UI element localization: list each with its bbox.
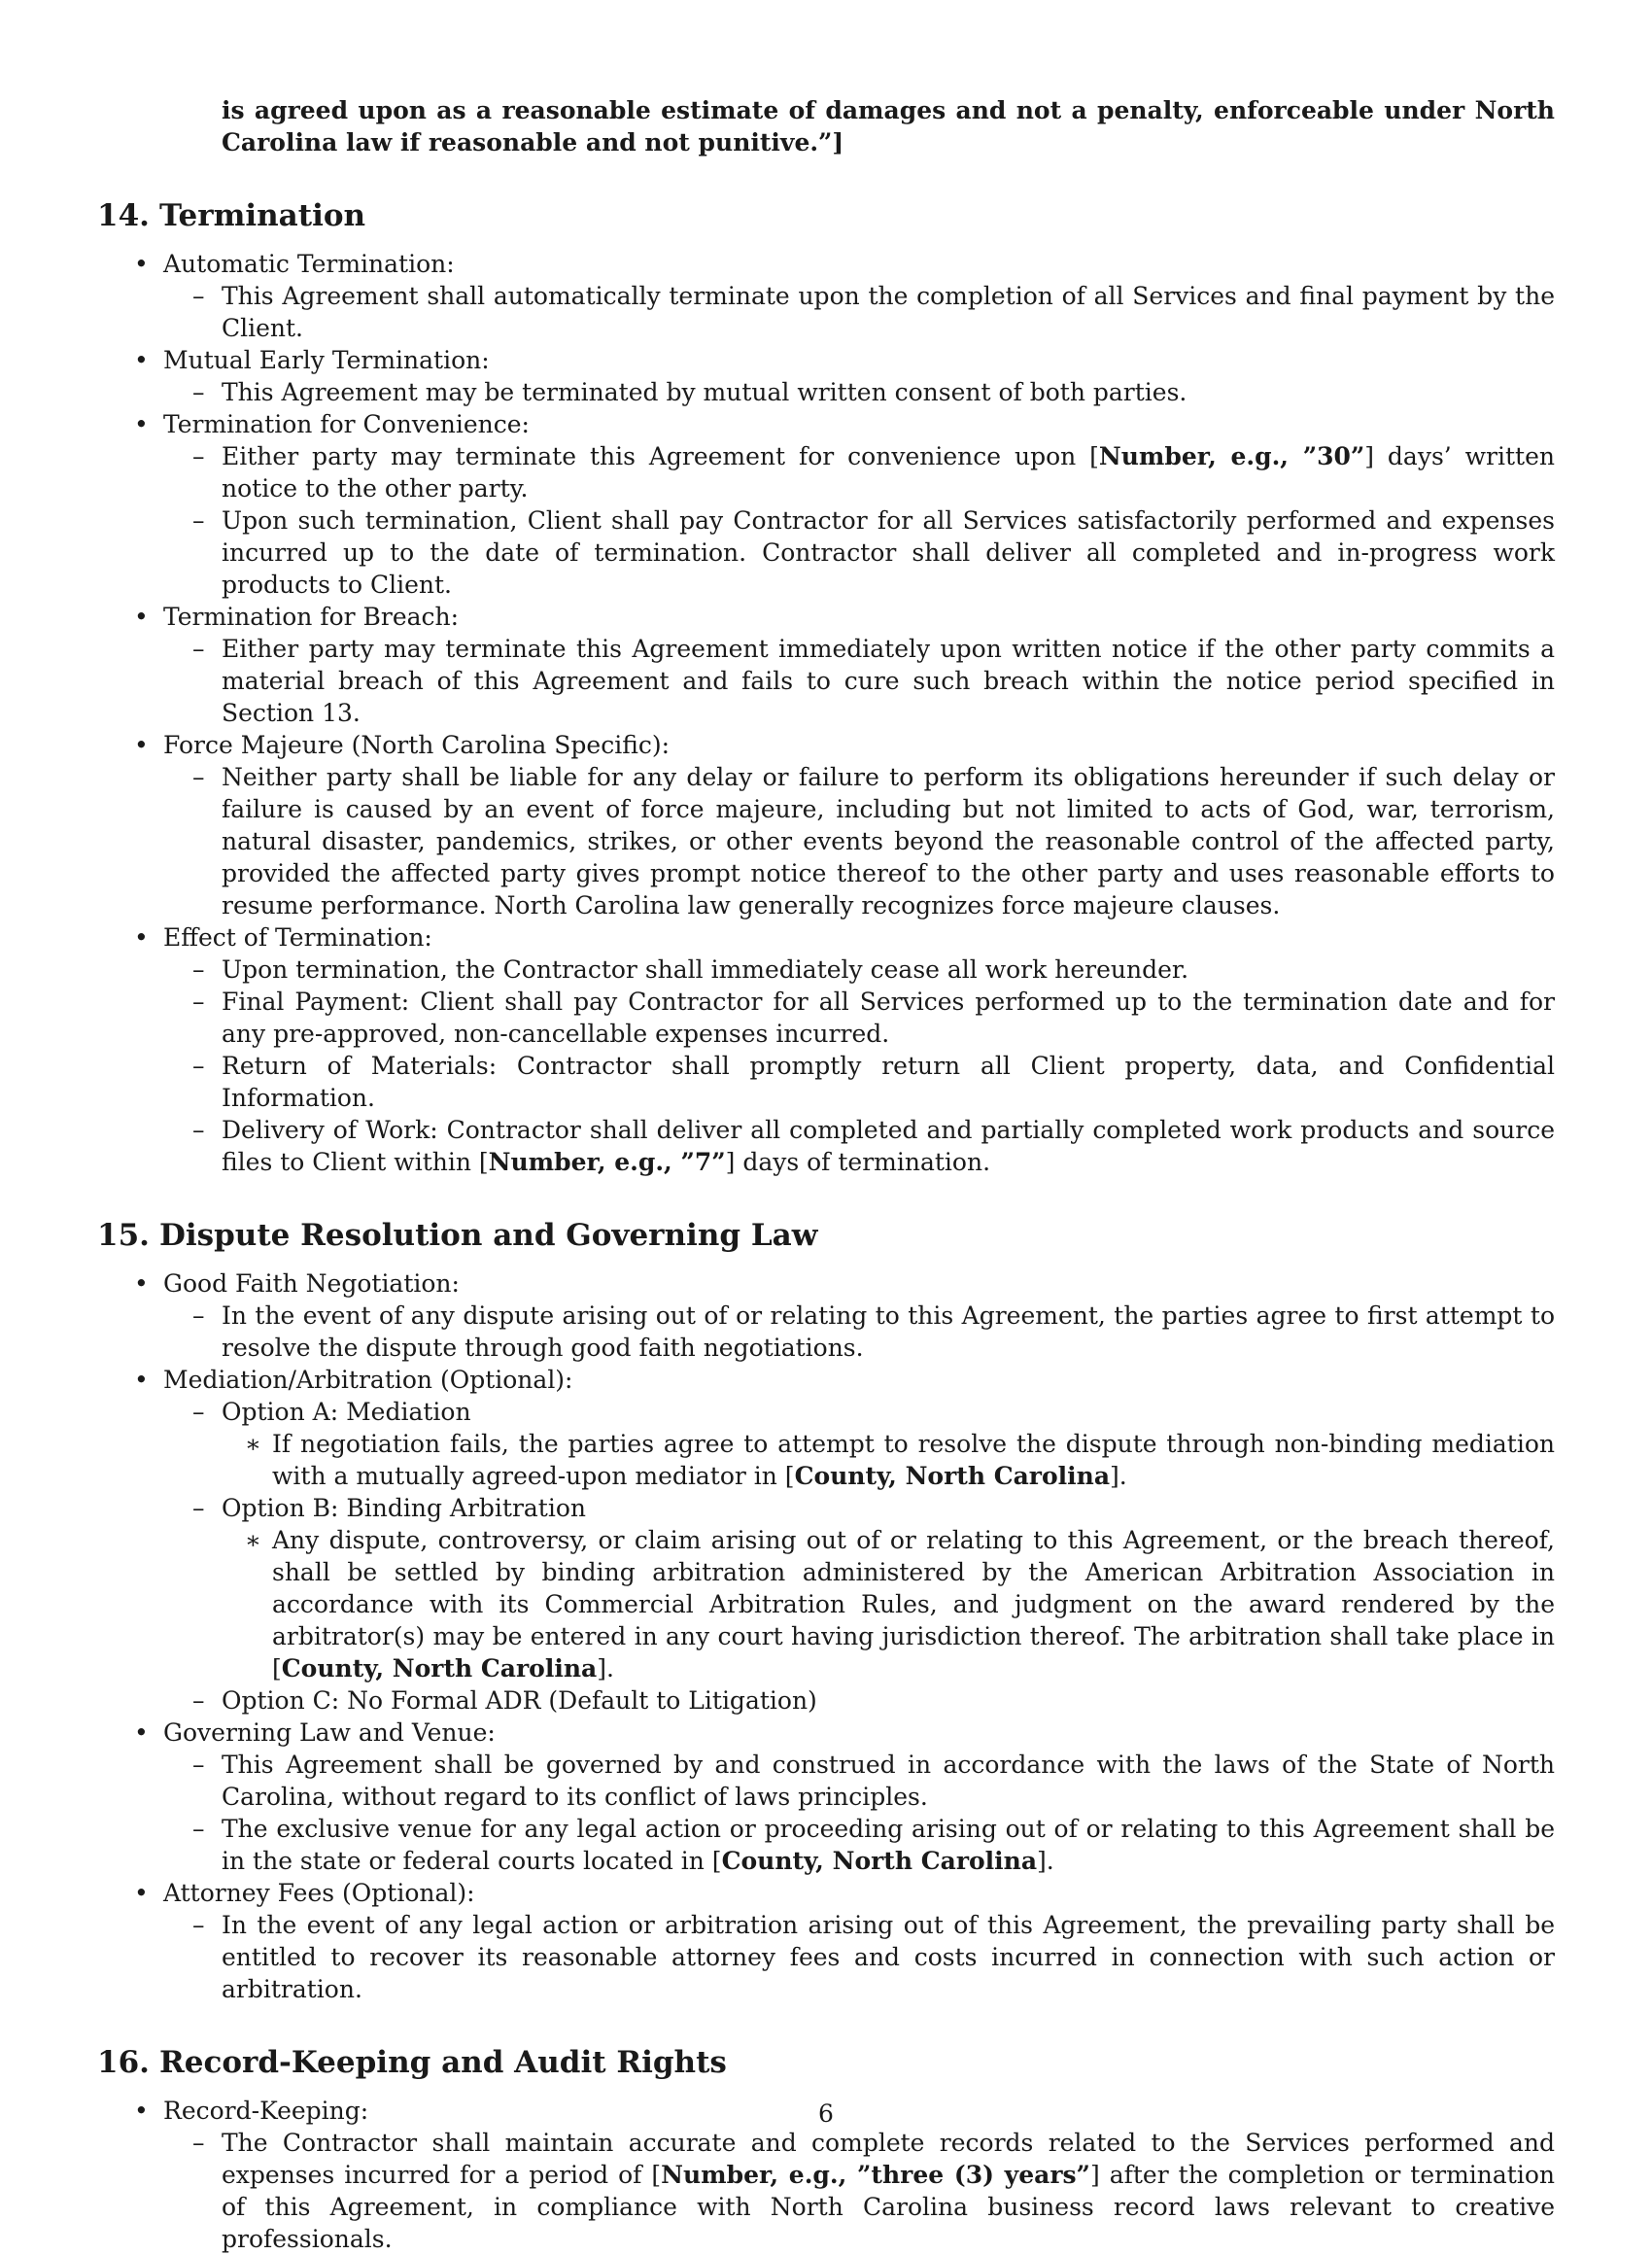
item-text: Return of Materials: Contractor shall promptly return all Client property, data, and Confidential Information. — [222, 1052, 1555, 1112]
dash-icon: – — [192, 1398, 205, 1426]
list-item — [97, 344, 1555, 408]
sub-list-item — [163, 280, 1555, 344]
dash-icon: – — [192, 1052, 205, 1080]
sub-list-item — [163, 1909, 1555, 2005]
list-item — [97, 1717, 1555, 1877]
dash-icon: – — [192, 378, 205, 406]
item-text: This Agreement may be terminated by mutual written consent of both parties. — [222, 378, 1187, 406]
sub-list — [163, 440, 1555, 601]
placeholder-field: County, North Carolina — [281, 1654, 598, 1683]
dash-icon: – — [192, 1815, 205, 1843]
placeholder-field: County, North Carolina — [721, 1847, 1038, 1875]
dash-icon: – — [192, 955, 205, 984]
section-number: 15. — [97, 1218, 150, 1253]
section-title: Dispute Resolution and Governing Law — [159, 1218, 818, 1253]
list-item — [97, 248, 1555, 344]
asterisk-icon: ∗ — [245, 1526, 261, 1554]
bullet-icon: • — [134, 250, 149, 278]
dash-icon: – — [192, 1301, 205, 1330]
item-text: ]. — [1110, 1462, 1127, 1490]
bullet-icon: • — [134, 2097, 149, 2125]
dash-icon: – — [192, 635, 205, 663]
item-label: Good Faith Negotiation: — [163, 1269, 460, 1298]
item-text: In the event of any dispute arising out of or relating to this Agreement, the parties agree to first attempt to resolve the dispute through good faith negotiations. — [222, 1301, 1555, 1362]
list-item — [97, 921, 1555, 1178]
item-text: Option A: Mediation — [222, 1398, 471, 1426]
dash-icon: – — [192, 506, 205, 535]
sub-list-item — [163, 1749, 1555, 1813]
dash-icon: – — [192, 1911, 205, 1939]
list-item — [97, 1364, 1555, 1717]
item-label: Termination for Breach: — [163, 603, 460, 631]
section-list — [97, 1267, 1555, 2005]
item-text: Delivery of Work: Contractor shall deliver all completed and partially completed work products and source files to Client within [ — [222, 1116, 1555, 1176]
sub-list-item — [163, 1396, 1555, 1492]
item-text: ] days of termination. — [725, 1148, 991, 1176]
sub-list-item — [163, 1492, 1555, 1684]
page-content — [97, 94, 1555, 2255]
dash-icon: – — [192, 988, 205, 1016]
sub-list-item — [163, 440, 1555, 504]
item-text: ] days’ written notice to the other party. — [222, 442, 1555, 503]
dash-icon: – — [192, 1494, 205, 1522]
sub-list-item — [163, 376, 1555, 408]
bullet-icon: • — [134, 1366, 149, 1394]
list-item — [97, 408, 1555, 601]
bullet-icon: • — [134, 731, 149, 759]
dash-icon: – — [192, 282, 205, 310]
item-text: Upon such termination, Client shall pay Contractor for all Services satisfactorily performed and expenses incurred up to the date of termination. Contractor shall deliver all completed and in-progress work products to Client. — [222, 506, 1555, 599]
sub-list — [163, 761, 1555, 921]
sub-sub-list-item — [222, 1524, 1555, 1684]
item-text: This Agreement shall be governed by and construed in accordance with the laws of the State of North Carolina, without regard to its conflict of laws principles. — [222, 1751, 1555, 1811]
sub-list-item — [163, 504, 1555, 601]
item-text: ]. — [1037, 1847, 1054, 1875]
list-item — [97, 1877, 1555, 2005]
bullet-icon: • — [134, 410, 149, 438]
bullet-icon: • — [134, 1718, 149, 1747]
sub-list — [163, 633, 1555, 729]
placeholder-field: Number, e.g., ”30” — [1098, 442, 1365, 470]
item-label: Effect of Termination: — [163, 923, 432, 952]
sub-list-item — [163, 954, 1555, 986]
sub-list — [163, 1396, 1555, 1717]
placeholder-field: Number, e.g., ”three (3) years” — [661, 2161, 1090, 2189]
item-label: Governing Law and Venue: — [163, 1718, 496, 1747]
item-text: Either party may terminate this Agreement immediately upon written notice if the other party commits a material breach of this Agreement and fails to cure such breach within the notice period specified in Section 13. — [222, 635, 1555, 727]
sub-list-item — [163, 1300, 1555, 1364]
sub-list — [163, 376, 1555, 408]
dash-icon: – — [192, 763, 205, 791]
placeholder-field: County, North Carolina — [794, 1462, 1111, 1490]
list-item — [97, 1267, 1555, 1364]
sub-list-item — [163, 633, 1555, 729]
section-heading — [97, 2044, 1555, 2081]
sub-sub-list-item — [222, 1428, 1555, 1492]
list-item — [97, 601, 1555, 729]
item-text: This Agreement shall automatically terminate upon the completion of all Services and final payment by the Client. — [222, 282, 1555, 342]
asterisk-icon: ∗ — [245, 1430, 261, 1458]
section-title: Record-Keeping and Audit Rights — [159, 2045, 727, 2080]
sub-list-item — [163, 761, 1555, 921]
sub-sub-list — [222, 1524, 1555, 1684]
sub-list — [163, 1909, 1555, 2005]
item-text: If negotiation fails, the parties agree to attempt to resolve the dispute through non-binding mediation with a mutually agreed-upon mediator in [ — [272, 1430, 1555, 1490]
item-label: Record-Keeping: — [163, 2097, 369, 2125]
page-number: 6 — [818, 2099, 834, 2128]
sub-list-item — [163, 1684, 1555, 1717]
sub-list-item — [163, 2127, 1555, 2255]
list-item — [97, 729, 1555, 921]
item-label: Force Majeure (North Carolina Specific): — [163, 731, 671, 759]
item-text: Final Payment: Client shall pay Contractor for all Services performed up to the termination date and for any pre-approved, non-cancellable expenses incurred. — [222, 988, 1555, 1048]
item-text: Option B: Binding Arbitration — [222, 1494, 586, 1522]
bullet-icon: • — [134, 603, 149, 631]
dash-icon: – — [192, 2129, 205, 2157]
item-label: Attorney Fees (Optional): — [163, 1879, 475, 1907]
sub-sub-list — [222, 1428, 1555, 1492]
item-text: ] after the completion or termination of this Agreement, in compliance with North Carolina business record laws relevant to creative professionals. — [222, 2161, 1556, 2253]
placeholder-field: Number, e.g., ”7” — [488, 1148, 726, 1176]
sub-list — [163, 1749, 1555, 1877]
item-label: Mediation/Arbitration (Optional): — [163, 1366, 573, 1394]
section-number: 14. — [97, 198, 150, 233]
sub-list-item — [163, 986, 1555, 1050]
item-text: ]. — [597, 1654, 614, 1683]
intro-paragraph: is agreed upon as a reasonable estimate of damages and not a penalty, enforceable under North Carolina law if reasonable and not punitive.”] — [222, 96, 1555, 156]
section-title: Termination — [159, 198, 366, 233]
dash-icon: – — [192, 1686, 205, 1715]
bullet-icon: • — [134, 1269, 149, 1298]
item-text: Neither party shall be liable for any delay or failure to perform its obligations hereunder if such delay or failure is caused by an event of force majeure, including but not limited to acts of God, war, terrorism, natural disaster, pandemics, strikes, or other events beyond the reasonable control of the affected party, provided the affected party gives prompt notice thereof to the other party and uses reasonable efforts to resume performance. North Carolina law generally recognizes force majeure clauses. — [222, 763, 1555, 919]
bullet-icon: • — [134, 1879, 149, 1907]
section-heading — [97, 1217, 1555, 1254]
sub-list — [163, 1300, 1555, 1364]
sub-list-item — [163, 1813, 1555, 1877]
item-label: Termination for Convenience: — [163, 410, 530, 438]
dash-icon: – — [192, 1116, 205, 1144]
section-heading — [97, 197, 1555, 234]
item-label: Mutual Early Termination: — [163, 346, 490, 374]
sub-list-item — [163, 1114, 1555, 1178]
sub-list-item — [163, 1050, 1555, 1114]
item-text: The exclusive venue for any legal action or proceeding arising out of or relating to this Agreement shall be in the state or federal courts located in [ — [222, 1815, 1555, 1875]
section-list — [97, 248, 1555, 1178]
item-label: Automatic Termination: — [163, 250, 455, 278]
sub-list — [163, 280, 1555, 344]
dash-icon: – — [192, 1751, 205, 1779]
item-text: The Contractor shall maintain accurate and complete records related to the Services performed and expenses incurred for a period of [ — [222, 2129, 1555, 2189]
sub-list — [163, 2127, 1555, 2255]
item-text: Upon termination, the Contractor shall immediately cease all work hereunder. — [222, 955, 1189, 984]
dash-icon: – — [192, 442, 205, 470]
sub-list — [163, 954, 1555, 1178]
bullet-icon: • — [134, 923, 149, 952]
item-text: Any dispute, controversy, or claim arising out of or relating to this Agreement, or the breach thereof, shall be settled by binding arbitration administered by the American Arbitration Association in accordance with its Commercial Arbitration Rules, and judgment on the award rendered by the arbitrator(s) may be entered in any court having jurisdiction thereof. The arbitration shall take place in [ — [272, 1526, 1555, 1683]
bullet-icon: • — [134, 346, 149, 374]
item-text: Either party may terminate this Agreement for convenience upon [ — [222, 442, 1099, 470]
item-text: In the event of any legal action or arbitration arising out of this Agreement, the prevailing party shall be entitled to recover its reasonable attorney fees and costs incurred in connection with such action or arbitration. — [222, 1911, 1555, 2003]
section-number: 16. — [97, 2045, 150, 2080]
item-text: Option C: No Formal ADR (Default to Litigation) — [222, 1686, 817, 1715]
